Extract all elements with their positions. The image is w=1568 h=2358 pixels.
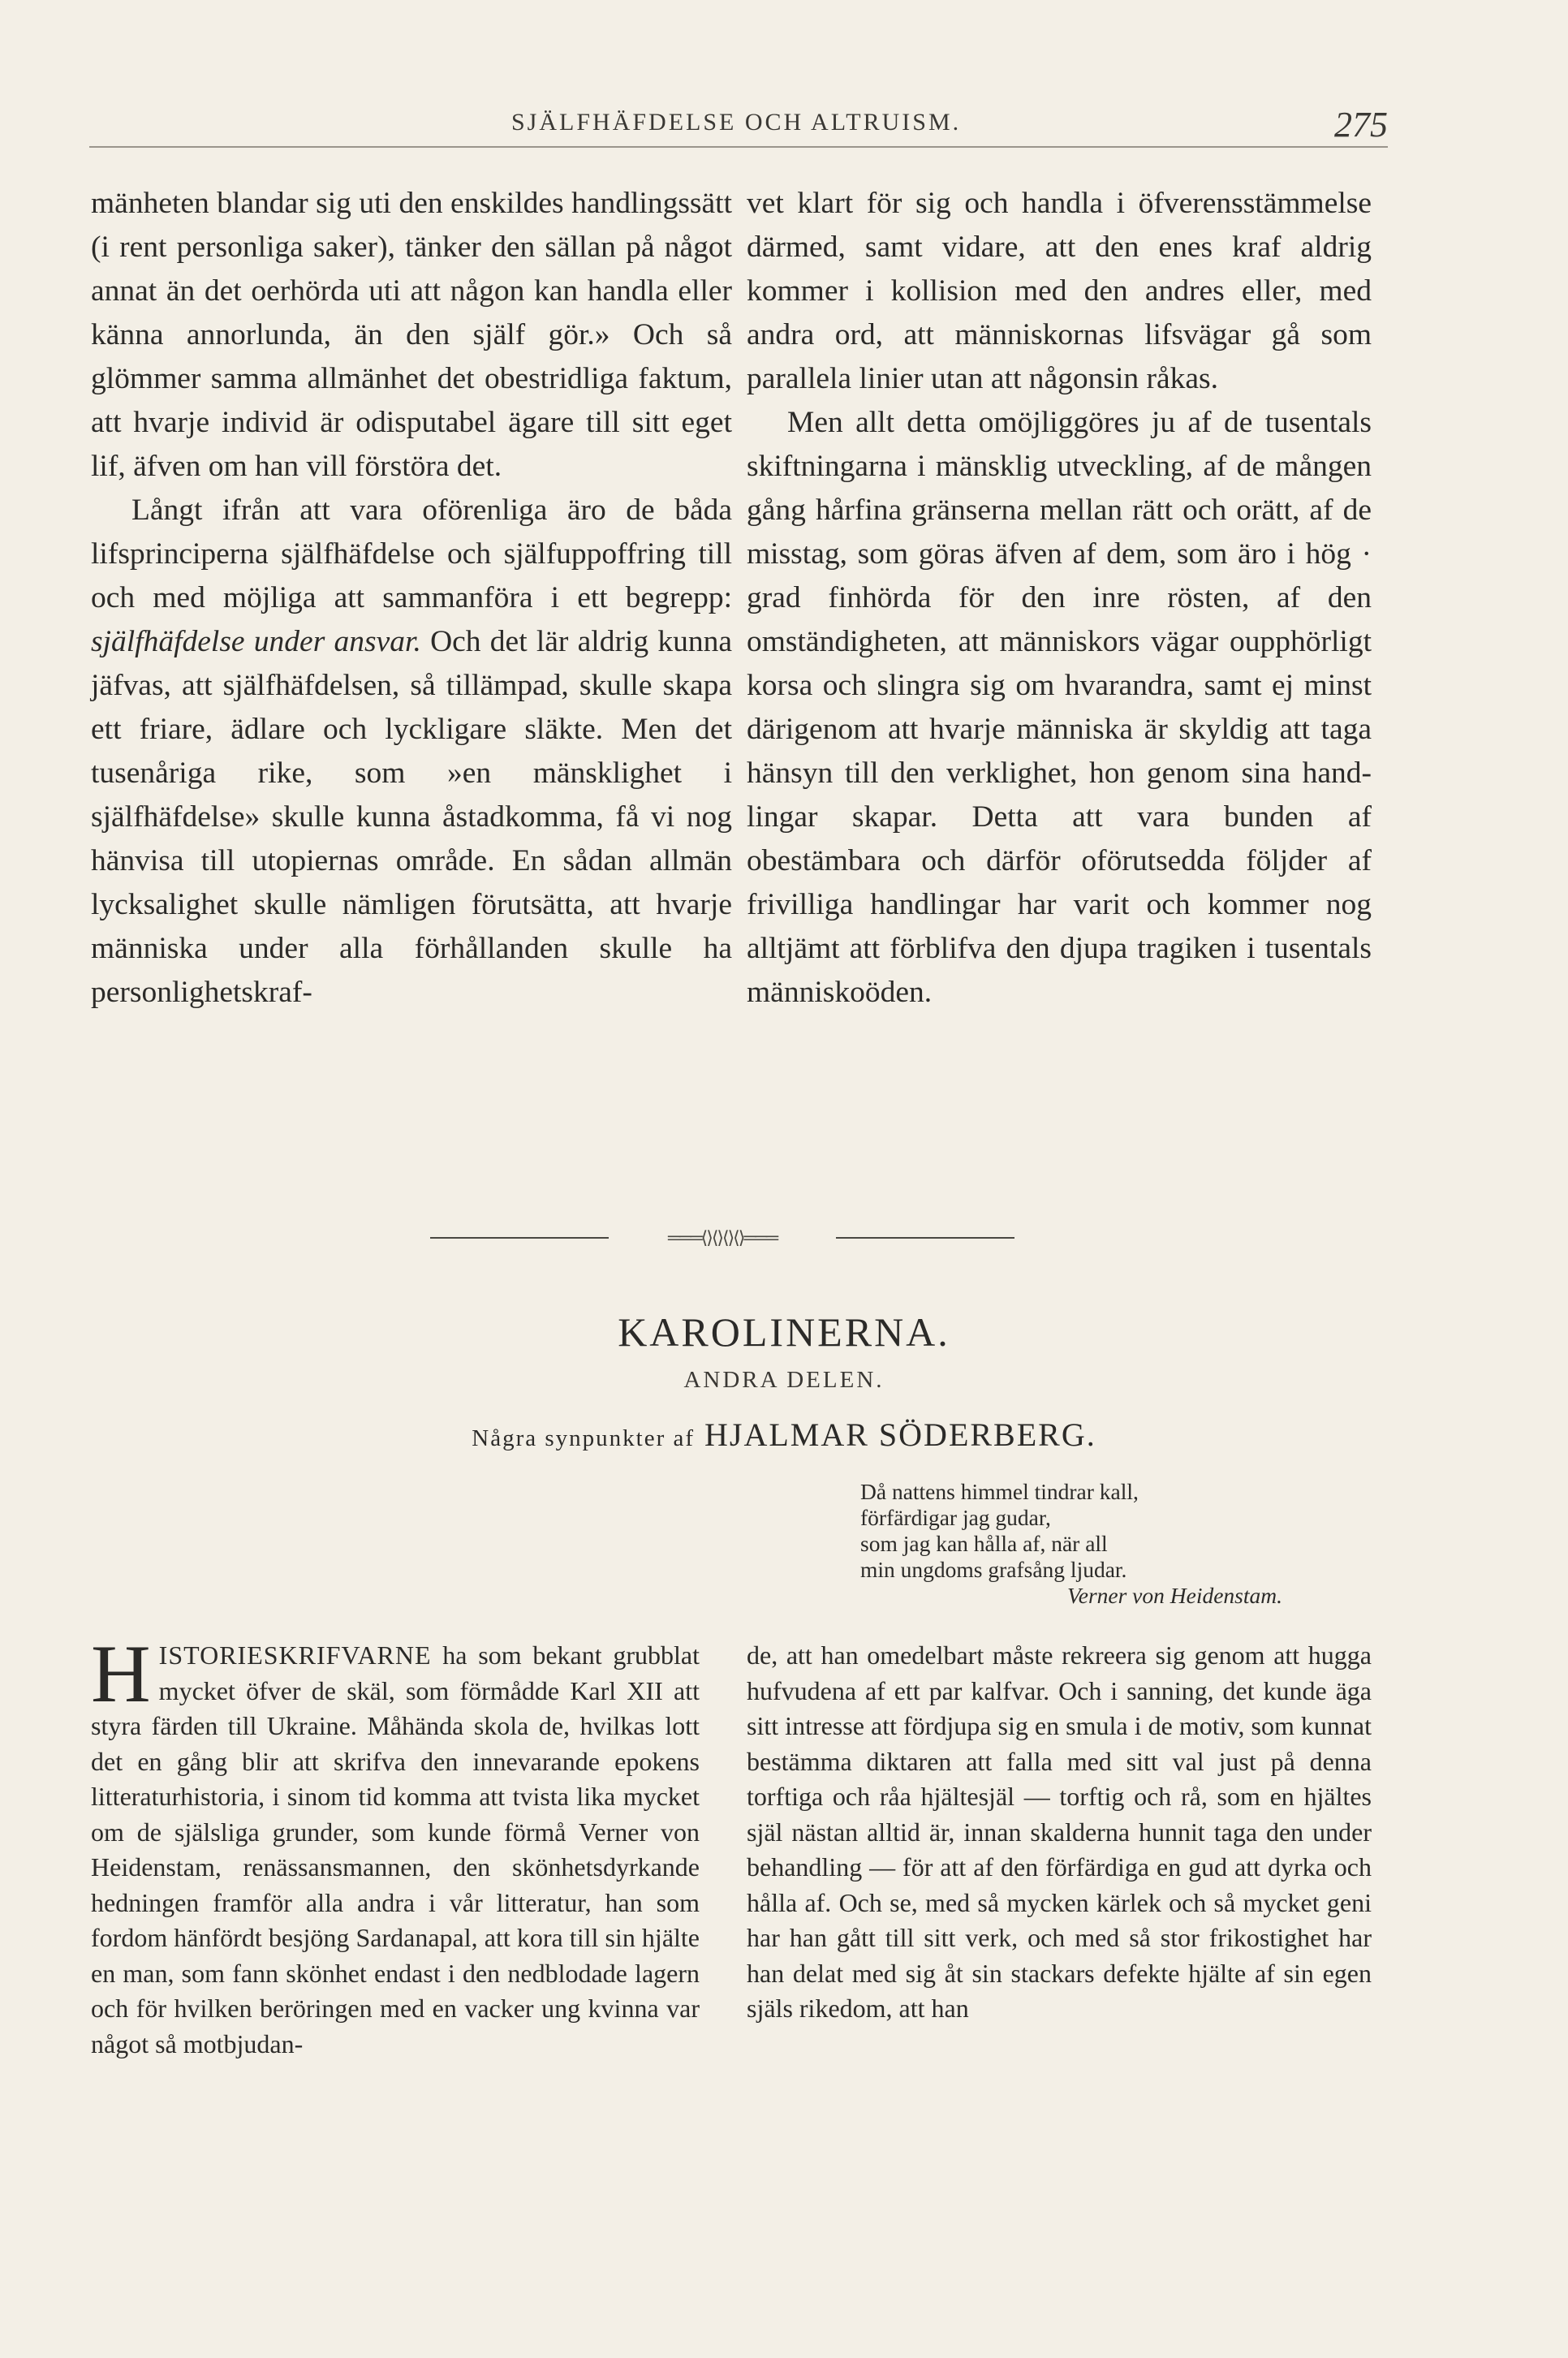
section-ornament (430, 1226, 1014, 1250)
bottom-right-column (747, 1638, 1372, 2027)
epigraph-line: som jag kan hålla af, när all (860, 1531, 1108, 1556)
paragraph: vet klart för sig och handla i öfverensstämmelse därmed, samt vidare, att den enes kraf aldrig kommer i kollision med den andres eller, med andra ord, att människornas lifsvägar gå som parallela linier utan att någonsin råkas. (747, 187, 1372, 395)
paragraph: de, att han omedelbart måste rekreera sig genom att hugga hufvudena af ett par kalfvar. Och i sanning, det kunde äga sitt intresse att fördjupa sig en smula i de motiv, som kunnat bestämma diktaren att falla med sitt val just på denna torftiga och råa hjältesjäl — torftig och rå, som en hjältes själ nästan alltid är, innan skalderna hunnit taga den under behandling — för att af den förfärdiga en gud att dyrka och hålla af. Och se, med så mycken kärlek och så mycket geni har han gått till sitt verk, och med så stor frikostighet har han delat med sig åt sin stackars defekte hjälte af sin egen själs rikedom, att han (747, 1640, 1372, 2023)
italic-phrase: själfhäfdelse under ansvar. (91, 625, 421, 658)
ornament-line-right (836, 1237, 1014, 1239)
byline-prefix: Några synpunkter af (472, 1425, 696, 1451)
paragraph (91, 489, 732, 1015)
epigraph-line: Då nattens himmel tindrar kall, (860, 1479, 1139, 1504)
text-run: ha som bekant grubblat mycket öfver de skäl, som förmådde Karl XII att styra färden till Ukraine. Måhända skola de, hvilkas lott det en gång blir att skrifva den innevarande epokens litteraturhistoria, i sinom tid komma att tvista lika mycket om de själsliga grunder, som kunde förmå Verner von Heidenstam, renässansmannen, den skönhetsdyrkande hedningen framför alla andra i vår litteratur, han som fordom hänfördt besjöng Sardanapal, att kora till sin hjälte en man, som fann skönhet endast i den nedblodade lagern och för hvilken beröringen med en vacker ung kvinna var något så motbjudan- (91, 1640, 700, 2058)
running-title: SJÄLFHÄFDELSE OCH ALTRUISM. (511, 109, 962, 136)
text-run: Och det lär aldrig kunna jäfvas, att själfhäfdelsen, så tillämpad, skulle skapa ett friare, ädlare och lyckligare släkte. Men det tusenåriga rike, som »en mänsklighet i själfhäfdelse» skulle kunna åstadkomma, få vi nog hänvisa till utopiernas område. En sådan allmän lycksalighet skulle nämligen förutsätta, att hvarje människa under alla förhållanden skulle ha personlighetskraf- (91, 625, 733, 1009)
ornament-line-left (430, 1237, 609, 1239)
epigraph (860, 1479, 1282, 1609)
top-right-column (747, 182, 1372, 1015)
ornament-knot-icon: ═══⟨⟩⟨⟩⟨⟩⟨⟩═══ (667, 1227, 778, 1248)
article-title: KAROLINERNA. (618, 1309, 950, 1355)
drop-cap: H (91, 1628, 151, 1720)
byline (0, 1416, 1568, 1454)
paragraph (91, 1628, 700, 2062)
epigraph-line: förfärdigar jag gudar, (860, 1505, 1051, 1530)
lead-caps: ISTORIESKRIFVARNE (158, 1640, 432, 1670)
byline-author: HJALMAR SÖDERBERG. (704, 1416, 1096, 1453)
paragraph: Men allt detta omöjliggöres ju af de tusentals skiftningarna i mänsklig utveckling, af de mången gång hårfina gränserna mellan rätt och orätt, af de misstag, som göras äfven af dem, som äro i hög · grad finhörda för den inre rösten, af den omständigheten, att människors vägar oupphörligt korsa och slingra sig om hvarandra, samt ej minst därigenom att hvarje människa är skyldig att taga hänsyn till den verklighet, hon genom sina handlingar skapar. Detta att vara bunden af obestämbara och därför oförutsedda följder af frivilliga handlingar har varit och kommer nog alltjämt att förblifva den djupa tragiken i tusentals människoöden. (747, 406, 1372, 1009)
article-subtitle: ANDRA DELEN. (683, 1367, 885, 1393)
bottom-left-column (91, 1628, 700, 2062)
epigraph-line: min ungdoms grafsång ljudar. (860, 1557, 1127, 1582)
epigraph-attribution: Verner von Heidenstam. (1066, 1583, 1282, 1608)
paragraph: mänheten blandar sig uti den enskildes handlingssätt (i rent personliga saker), tänker den sällan på något annat än det oerhörda uti att någon kan handla eller känna annorlunda, än den själf gör.» Och så glömmer samma allmänhet det obestridliga faktum, att hvarje individ är odisputabel ägare till sitt eget lif, äfven om han vill förstöra det. (91, 187, 732, 483)
page-number: 275 (1334, 105, 1388, 144)
running-header (89, 104, 1388, 144)
text-run: Långt ifrån att vara oförenliga äro de båda lifsprinciperna själfhäfdelse och själfuppoffring till och med möjliga att sammanföra i ett begrepp: (91, 494, 732, 614)
top-left-column (91, 182, 732, 1015)
header-rule (89, 146, 1388, 148)
